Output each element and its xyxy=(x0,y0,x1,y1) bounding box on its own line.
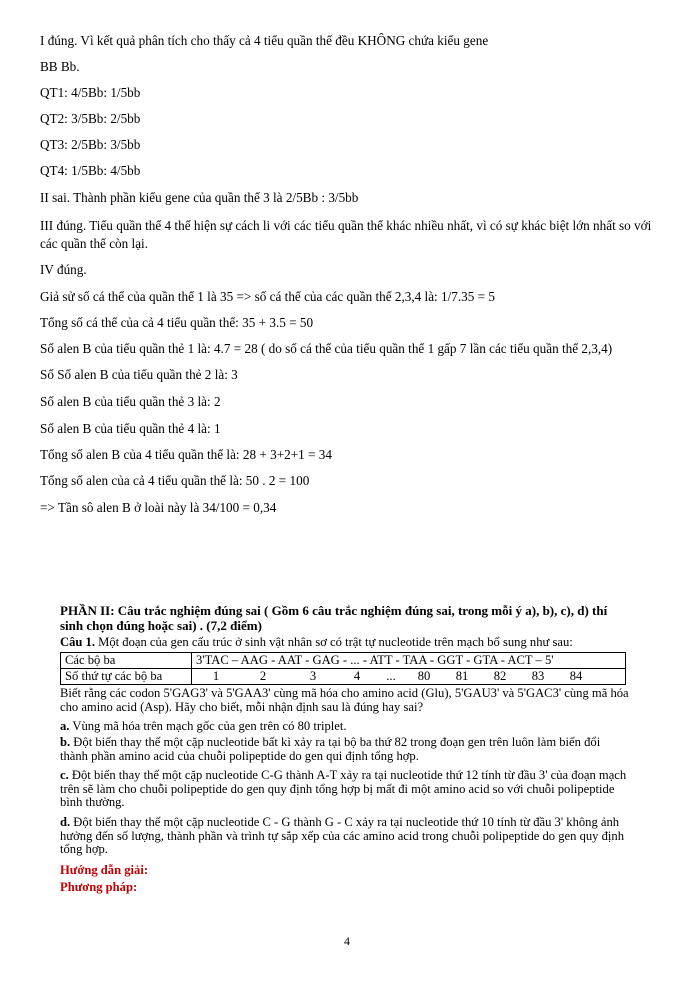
text-line: QT4: 1/5Bb: 4/5bb xyxy=(40,163,141,178)
method-heading: Phương pháp: xyxy=(60,880,138,894)
triplet-number: 4 xyxy=(353,669,361,683)
text-line: QT3: 2/5Bb: 3/5bb xyxy=(40,137,141,152)
triplet-number: 82 xyxy=(493,669,507,683)
question-text: Một đoạn của gen cấu trúc ở sinh vật nhân sơ có trật tự nucleotide trên mạch bổ sung như sau: xyxy=(95,635,573,649)
text-line: => Tần sô alen B ở loài này là 34/100 = 0,34 xyxy=(40,500,277,515)
text-line: Tổng số cá thể của cả 4 tiểu quần thể: 35 + 3.5 = 50 xyxy=(40,315,314,330)
text-line: Số alen B của tiểu quần thẻ 3 là: 2 xyxy=(40,394,221,409)
triplet-number: 83 xyxy=(531,669,545,683)
text-line: Tổng số alen của cả 4 tiểu quần thể là: 50 . 2 = 100 xyxy=(40,473,310,488)
statement-d xyxy=(60,816,630,857)
triplet-number: 2 xyxy=(259,669,267,683)
table-cell: Các bộ ba xyxy=(61,653,192,669)
table-row xyxy=(61,653,626,669)
text-line: II sai. Thành phần kiểu gene của quần thể 3 là 2/5Bb : 3/5bb xyxy=(40,190,359,205)
table-cell xyxy=(192,669,626,685)
statement-label: b. xyxy=(60,735,71,749)
question-label: Câu 1. xyxy=(60,635,95,649)
table-cell: Số thứ tự các bộ ba xyxy=(61,669,192,685)
statement-text: Vùng mã hóa trên mạch gốc của gen trên có 80 triplet. xyxy=(69,719,347,733)
page-number: 4 xyxy=(344,934,350,948)
statement-text: Đột biến thay thế một cặp nucleotide C - G thành G - C xảy ra tại nucleotide thứ 10 tính từ đầu 3' không ảnh hưởng đến số lượng, thành phần và trình tự sắp xếp của các amino acid trong chuỗi polipeptide do gen quy định tổng hợp. xyxy=(60,815,625,856)
statement-label: c. xyxy=(60,768,69,782)
text-line: QT1: 4/5Bb: 1/5bb xyxy=(40,85,141,100)
statement-a xyxy=(60,720,630,734)
question-1-stem xyxy=(60,636,630,650)
text-paragraph: III đúng. Tiểu quần thể 4 thể hiện sự cách li với các tiểu quần thể khác nhiều nhất, vì có sự khác biệt lớn nhất so với các quần thể còn lại. xyxy=(40,218,652,251)
statement-text: Đột biến thay thế một cặp nucleotide bất kì xảy ra tại bộ ba thứ 82 trong đoạn gen trên luôn làm biến đổi thành phần amino acid của chuỗi polipeptide do gen qui định tổng hợp. xyxy=(60,735,601,763)
table-cell: 3'TAC – AAG - AAT - GAG - ... - ATT - TAA - GGT - GTA - ACT – 5' xyxy=(192,653,626,669)
statement-label: d. xyxy=(60,815,71,829)
statement-label: a. xyxy=(60,719,70,733)
triplet-number: ... xyxy=(386,669,396,683)
triplet-number: 84 xyxy=(569,669,583,683)
codon-table xyxy=(60,652,626,685)
section-heading: PHẦN II: Câu trắc nghiệm đúng sai ( Gồm 6 câu trắc nghiệm đúng sai, trong mỗi ý a), b), c), d) thí sinh chọn đúng hoặc sai) . (7,2 điểm) xyxy=(60,603,608,633)
text-line: Số Số alen B của tiểu quần thẻ 2 là: 3 xyxy=(40,367,238,382)
text-line: Số alen B của tiểu quần thẻ 4 là: 1 xyxy=(40,421,221,436)
text-line: QT2: 3/5Bb: 2/5bb xyxy=(40,111,141,126)
triplet-number: 80 xyxy=(417,669,431,683)
table-row xyxy=(61,669,626,685)
text-line: IV đúng. xyxy=(40,262,87,277)
text-line: BB Bb. xyxy=(40,59,80,74)
text-line: I đúng. Vì kết quả phân tích cho thấy cả 4 tiểu quần thể đều KHÔNG chứa kiểu gene xyxy=(40,33,489,48)
text-line: Tổng số alen B của 4 tiểu quần thể là: 28 + 3+2+1 = 34 xyxy=(40,447,332,462)
triplet-number: 3 xyxy=(309,669,317,683)
statement-c xyxy=(60,769,630,810)
statement-text: Đột biến thay thế một cặp nucleotide C-G thành A-T xảy ra tại nucleotide thứ 12 tính từ đầu 3' của đoạn mạch trên sẽ làm cho chuỗi polipeptide do gen quy định tổng hợp bị mất đi một amino acid so với chuỗi polipeptide bình thường. xyxy=(60,768,627,809)
statement-b xyxy=(60,736,630,763)
text-line: Số alen B của tiểu quần thẻ 1 là: 4.7 = 28 ( do số cá thể của tiểu quần thể 1 gấp 7 lần các tiểu quần thể 2,3,4) xyxy=(40,341,613,356)
triplet-number: 81 xyxy=(455,669,469,683)
solution-heading: Hướng dẫn giải: xyxy=(60,863,149,877)
question-intro: Biết rằng các codon 5'GAG3' và 5'GAA3' cùng mã hóa cho amino acid (Glu), 5'GAU3' và 5'GAC3' cùng mã hóa cho amino acid (Asp). Hãy cho biết, mỗi nhận định sau là đúng hay sai? xyxy=(60,686,629,714)
triplet-number: 1 xyxy=(212,669,220,683)
text-line: Giả sử số cá thể của quần thể 1 là 35 => số cá thể của các quần thể 2,3,4 là: 1/7.35 = 5 xyxy=(40,289,495,304)
